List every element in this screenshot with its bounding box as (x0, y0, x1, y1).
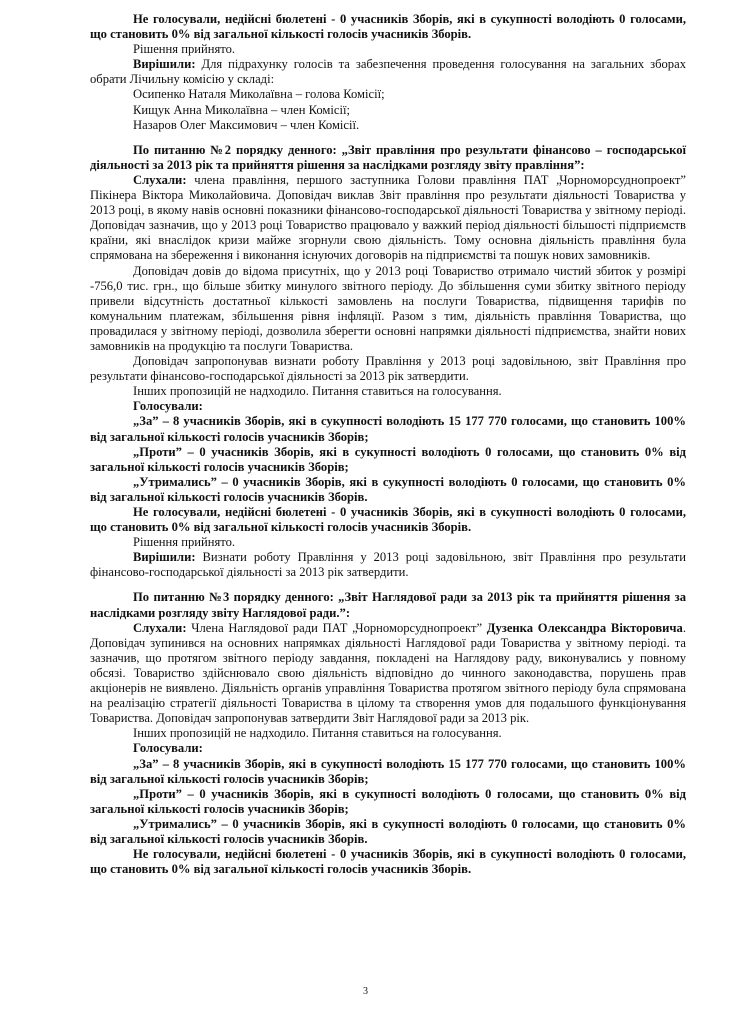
body-paragraph: Інших пропозицій не надходило. Питання ставиться на голосування. (133, 384, 502, 399)
decided-label: Вирішили: (133, 57, 196, 72)
decided-paragraph (90, 550, 686, 580)
vote-abstain: „Утримались” – 0 учасників Зборів, які в сукупності володіють 0 голосами, що становить 0% від загальної кількості голосів учасників Зборів. (90, 816, 686, 846)
heard-text-post: . Доповідач зупинився на основних напрямках діяльності Наглядової ради Товариства у звітному періоді. та зазначив, що протягом звітного періоду завдання, покладені на Наглядову раду, виконувались у повному обсязі. Товариство здійснювало свою діяльність відповідно до чинного законодавства, порушень прав акціонерів не виявлено. Діяльність органів управління Товариства протягом звітного періоду була спрямована на реалізацію стратегії діяльності Товариства в цілому та створення умов для подальшого функціонування Товариства. Доповідач запропонував затвердити Звіт Наглядової ради за 2013 рік. (90, 620, 686, 726)
decided-text: Для підрахунку голосів та забезпечення проведення голосування на загальних зборах обрати Лічильну комісію у складі: (90, 57, 686, 87)
body-paragraph: Доповідач запропонував визнати роботу Правління у 2013 році задовільною, звіт Правління про результати фінансово-господарської діяльності за 2013 рік затвердити. (90, 354, 686, 384)
agenda-item-2-heading: По питанню №2 порядку денного: „Звіт правління про результати фінансово – господарської діяльності за 2013 рік та прийняття рішення за наслідками розгляду звіту правління”: (90, 142, 686, 172)
decision-adopted: Рішення прийнято. (133, 535, 236, 550)
decided-label: Вирішили: (133, 550, 196, 565)
document-page (90, 12, 686, 877)
not-voted-paragraph: Не голосували, недійсні бюлетені - 0 учасників Зборів, які в сукупності володіють 0 голосами, що становить 0% від загальної кількості голосів учасників Зборів. (90, 12, 686, 42)
vote-for: „За” – 8 учасників Зборів, які в сукупності володіють 15 177 770 голосами, що становить 100% від загальної кількості голосів учасників Зборів; (90, 414, 686, 444)
commission-member: Кищук Анна Миколаївна – член Комісії; (133, 102, 350, 117)
voted-label: Голосували: (133, 741, 203, 756)
vote-against: „Проти” – 0 учасників Зборів, які в сукупності володіють 0 голосами, що становить 0% від загальної кількості голосів учасників Зборів; (90, 444, 686, 474)
decision-adopted: Рішення прийнято. (133, 42, 236, 57)
vote-abstain: „Утримались” – 0 учасників Зборів, які в сукупності володіють 0 голосами, що становить 0% від загальної кількості голосів учасників Зборів. (90, 474, 686, 504)
commission-member: Осипенко Наталя Миколаївна – голова Комісії; (133, 87, 385, 102)
heard-text: члена правління, першого заступника Голови правління ПАТ „Чорноморсуднопроект” Пікінера Віктора Миколайовича. Доповідач виклав Звіт правління про результати діяльності Товариства у 2013 році, в якому навів основні показники фінансово-господарської діяльності Товариства у звітному періоді. Доповідач зазначив, що у 2013 році Товариство працювало у важкий період діяльності більшості підприємств країни, які внаслідок кризи майже згорнули свою діяльність. Тому основна діяльність правління була спрямована на збереження і виконання існуючих договорів на підприємстві та пошук нових замовників. (90, 172, 686, 263)
voted-label: Голосували: (133, 399, 203, 414)
body-paragraph: Доповідач довів до відома присутніх, що у 2013 році Товариство отримало чистий збиток у розмірі -756,0 тис. грн., що більше збитку минулого звітного періоду. До збільшення суми збитку звітного періоду привели відсутність достатньої кількості замовлень на послуги Товариства, підвищення тарифів по комунальним платежам, збільшення рівня інфляції. Разом з тим, діяльність правління Товариства, що провадилася у звітному періоді, дозволила зберегти основні напрямки діяльності підприємства, знайти нових замовників на продукцію та послуги Товариства. (90, 263, 686, 353)
heard-paragraph (90, 173, 686, 264)
vote-against: „Проти” – 0 учасників Зборів, які в сукупності володіють 0 голосами, що становить 0% від загальної кількості голосів учасників Зборів; (90, 786, 686, 816)
body-paragraph: Інших пропозицій не надходило. Питання ставиться на голосування. (133, 726, 502, 741)
decided-paragraph (90, 57, 686, 87)
heard-label: Слухали: (133, 620, 187, 635)
agenda-item-3-heading: По питанню №3 порядку денного: „Звіт Наглядової ради за 2013 рік та прийняття рішення за наслідками розгляду звіту Наглядової ради.”: (90, 590, 686, 620)
not-voted-paragraph: Не голосували, недійсні бюлетені - 0 учасників Зборів, які в сукупності володіють 0 голосами, що становить 0% від загальної кількості голосів учасників Зборів. (90, 505, 686, 535)
heard-label: Слухали: (133, 172, 187, 187)
commission-member: Назаров Олег Максимович – член Комісії. (133, 117, 360, 132)
page-number: 3 (363, 986, 368, 997)
speaker-name: Дузенка Олександра Вікторовича (486, 620, 683, 635)
heard-text-pre: Члена Наглядової ради ПАТ „Чорноморсуднопроект” (186, 620, 487, 635)
not-voted-paragraph: Не голосували, недійсні бюлетені - 0 учасників Зборів, які в сукупності володіють 0 голосами, що становить 0% від загальної кількості голосів учасників Зборів. (90, 847, 686, 877)
vote-for: „За” – 8 учасників Зборів, які в сукупності володіють 15 177 770 голосами, що становить 100% від загальної кількості голосів учасників Зборів; (90, 756, 686, 786)
decided-text: Визнати роботу Правління у 2013 році задовільною, звіт Правління про результати фінансово-господарської діяльності за 2013 рік затвердити. (90, 550, 686, 580)
heard-paragraph (90, 621, 686, 727)
